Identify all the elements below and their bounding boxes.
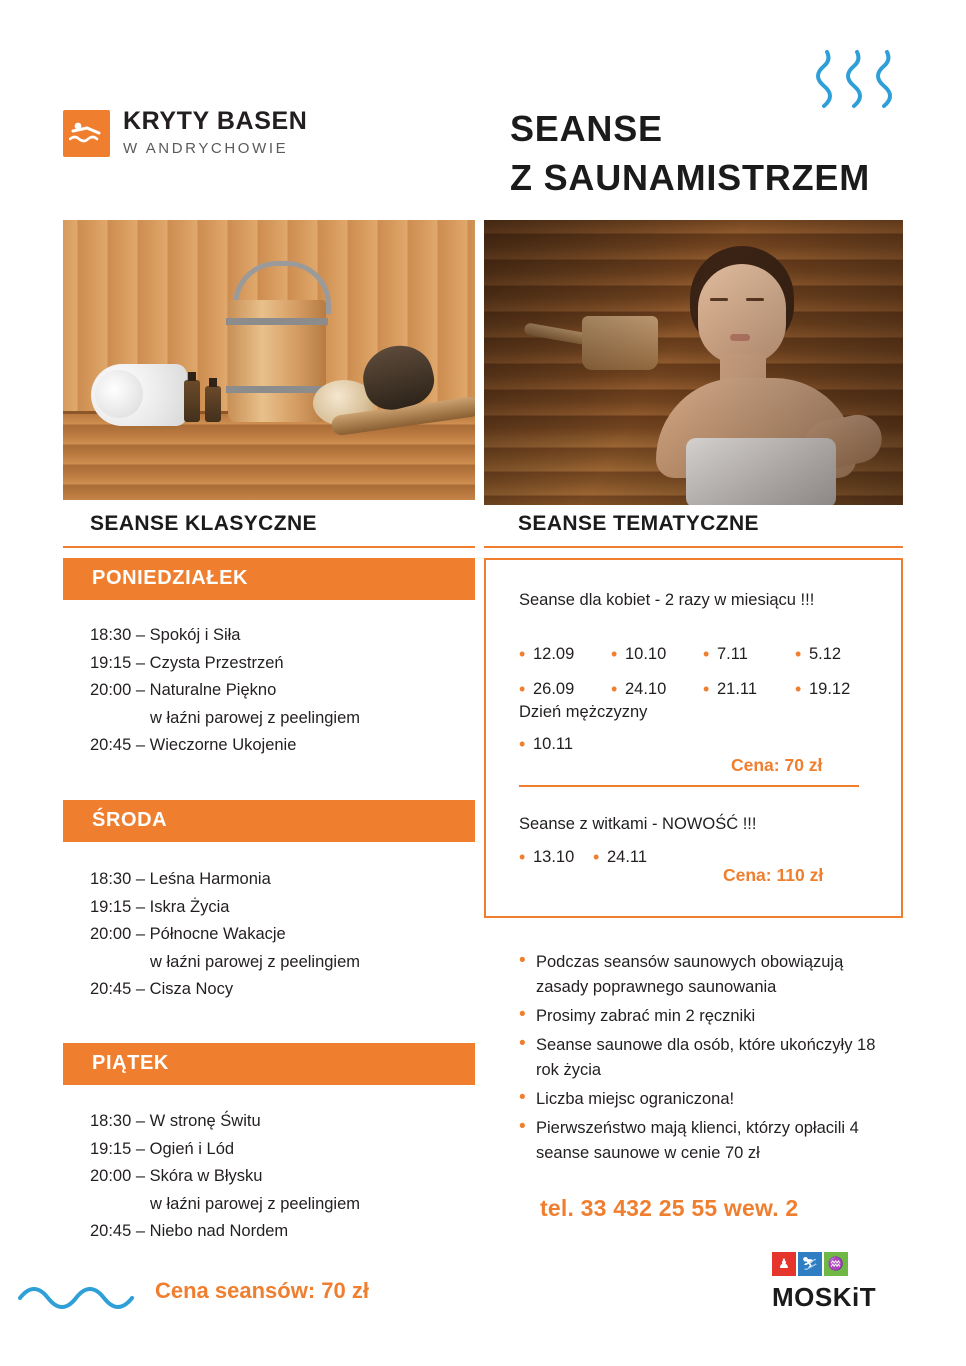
note-item: • Pierwszeństwo mają klienci, którzy opłacili 4 seanse saunowe w cenie 70 zł	[519, 1116, 899, 1166]
date-chip: • 24.11	[593, 848, 667, 867]
page-title-line2: Z SAUNAMISTRZEM	[510, 156, 870, 198]
date-chip: • 10.11	[519, 735, 611, 754]
contact-phone[interactable]: tel. 33 432 25 55 wew. 2	[540, 1195, 799, 1221]
swimmer-icon	[63, 110, 110, 157]
wave-icon	[18, 1272, 138, 1312]
page-title	[510, 105, 870, 202]
rules-notes	[519, 950, 899, 1170]
day-name: ŚRODA	[92, 809, 168, 831]
session-dash: –	[135, 681, 146, 699]
session-time: 19:15	[90, 897, 132, 916]
nature-icon: ♒	[824, 1252, 848, 1276]
session-dash: –	[135, 1167, 146, 1185]
brand-title: KRYTY BASEN	[123, 107, 308, 135]
divider-thematic	[519, 785, 859, 787]
session-row	[90, 1163, 360, 1191]
sport-icon: ⛷	[798, 1252, 822, 1276]
women-sessions-title: Seanse dla kobiet - 2 razy w miesiącu !!!	[519, 591, 815, 609]
session-row	[90, 732, 360, 760]
session-title: Wieczorne Ukojenie	[149, 736, 297, 754]
day-name: PONIEDZIAŁEK	[92, 567, 249, 589]
session-dash: –	[135, 925, 146, 943]
vitamins-dates-row	[519, 848, 667, 867]
session-title: Spokój i Siła	[149, 626, 241, 644]
note-item: • Seanse saunowe dla osób, które ukończyły 18 rok życia	[519, 1033, 899, 1083]
session-title: Północne Wakacje	[149, 925, 286, 943]
session-title: Naturalne Piękno	[149, 681, 277, 699]
day-header-wednesday	[63, 800, 475, 842]
session-time: 20:00	[90, 1167, 132, 1185]
session-title: Leśna Harmonia	[149, 870, 271, 888]
price-label-110: Cena: 110 zł	[723, 865, 824, 885]
session-time: 18:30	[90, 1112, 132, 1130]
date-chip: • 24.10	[611, 680, 703, 699]
session-dash: –	[135, 870, 146, 888]
session-dash: –	[135, 897, 146, 916]
session-row	[90, 622, 360, 650]
partner-name: MOSKiT	[772, 1282, 877, 1312]
session-time: 20:45	[90, 1222, 132, 1240]
woman-in-sauna-photo	[484, 220, 903, 505]
session-dash: –	[135, 1222, 146, 1240]
partner-logo-moskit	[772, 1252, 902, 1313]
session-row	[90, 677, 360, 705]
session-list-friday	[90, 1108, 360, 1246]
session-title: Iskra Życia	[149, 897, 230, 916]
steam-icon	[812, 48, 907, 110]
session-time: 19:15	[90, 1139, 132, 1158]
session-row	[90, 1108, 360, 1136]
session-dash: –	[135, 1139, 146, 1158]
session-time: 20:00	[90, 925, 132, 943]
session-dash: –	[135, 1112, 146, 1130]
brand-subtitle: W ANDRYCHOWIE	[123, 140, 289, 158]
date-chip: • 7.11	[703, 645, 795, 664]
date-chip: • 21.11	[703, 680, 795, 699]
session-title: Czysta Przestrzeń	[149, 653, 284, 672]
date-chip: • 13.10	[519, 848, 593, 867]
session-dash: –	[135, 626, 146, 644]
session-time: 19:15	[90, 653, 132, 672]
session-time: 20:45	[90, 980, 132, 998]
divider-right	[484, 546, 903, 548]
session-row	[90, 921, 360, 949]
date-chip: • 10.10	[611, 645, 703, 664]
session-row	[90, 1136, 360, 1164]
date-chip: • 26.09	[519, 680, 611, 699]
vitamins-sessions-title: Seanse z witkami - NOWOŚĆ !!!	[519, 815, 757, 833]
divider-left	[63, 546, 475, 548]
session-time: 20:45	[90, 736, 132, 754]
section-heading-classic: SEANSE KLASYCZNE	[90, 512, 317, 535]
session-note: w łaźni parowej z peelingiem	[150, 952, 361, 971]
date-chip: • 5.12	[795, 645, 887, 664]
session-note: w łaźni parowej z peelingiem	[150, 1194, 361, 1213]
theatre-icon: ♟	[772, 1252, 796, 1276]
session-note: w łaźni parowej z peelingiem	[150, 708, 361, 727]
session-row	[90, 866, 360, 894]
note-item: • Liczba miejsc ograniczona!	[519, 1087, 899, 1112]
session-time: 18:30	[90, 626, 132, 644]
brand-logo	[63, 108, 307, 157]
session-dash: –	[135, 653, 146, 672]
women-dates-row-1	[519, 645, 887, 664]
session-title: Skóra w Błysku	[149, 1167, 263, 1185]
session-title: Ogień i Lód	[149, 1139, 235, 1158]
date-chip: • 19.12	[795, 680, 887, 699]
session-row	[90, 650, 360, 678]
day-name: PIĄTEK	[92, 1052, 169, 1074]
date-chip: • 12.09	[519, 645, 611, 664]
note-item: • Podczas seansów saunowych obowiązują zasady poprawnego saunowania	[519, 950, 899, 1000]
session-time: 20:00	[90, 681, 132, 699]
sauna-accessories-photo	[63, 220, 475, 500]
men-dates-row	[519, 735, 611, 754]
page-title-line1: SEANSE	[510, 108, 663, 149]
note-item: • Prosimy zabrać min 2 ręczniki	[519, 1004, 899, 1029]
men-day-title: Dzień mężczyzny	[519, 703, 648, 721]
session-dash: –	[135, 980, 146, 998]
session-row	[90, 894, 360, 922]
day-header-friday	[63, 1043, 475, 1085]
footer-price: Cena seansów: 70 zł	[155, 1278, 369, 1303]
session-list-monday	[90, 622, 360, 760]
session-title: Cisza Nocy	[149, 980, 234, 998]
price-label-70: Cena: 70 zł	[731, 755, 823, 775]
session-list-wednesday	[90, 866, 360, 1004]
session-title: Niebo nad Nordem	[149, 1222, 289, 1240]
women-dates-row-2	[519, 680, 887, 699]
day-header-monday	[63, 558, 475, 600]
session-row	[90, 1218, 360, 1246]
session-row	[90, 976, 360, 1004]
session-dash: –	[135, 736, 146, 754]
poster-header	[0, 0, 966, 215]
partner-icon-row	[772, 1252, 902, 1276]
section-heading-thematic: SEANSE TEMATYCZNE	[518, 512, 759, 535]
session-time: 18:30	[90, 870, 132, 888]
session-title: W stronę Świtu	[149, 1112, 261, 1130]
